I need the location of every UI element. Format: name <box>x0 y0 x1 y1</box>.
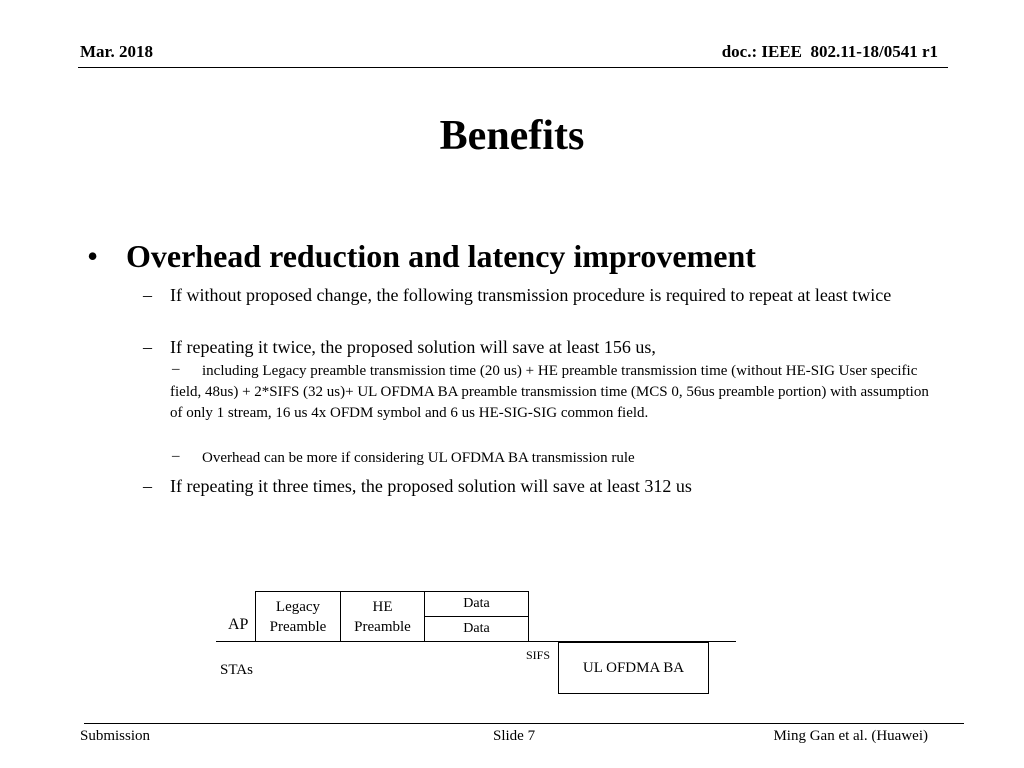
stas-label: STAs <box>220 662 253 678</box>
ap-label: AP <box>228 616 249 633</box>
legacy-preamble-line1: Legacy <box>275 598 321 615</box>
sub-bullet-1: If without proposed change, the following transmission procedure is required to repeat at least twice <box>170 285 892 305</box>
dash-marker: – <box>172 361 180 377</box>
ul-ofdma-ba-box: UL OFDMA BA <box>558 642 709 694</box>
dash-marker: – <box>143 285 152 305</box>
slide-title: Benefits <box>439 113 585 159</box>
footer-submission: Submission <box>80 728 151 744</box>
footer-divider <box>84 723 964 724</box>
sub-bullet-2: If repeating it twice, the proposed solution will save at least 156 us, <box>170 337 656 357</box>
dash-marker: – <box>172 448 180 464</box>
he-preamble-box <box>340 591 425 642</box>
legacy-preamble-box <box>255 591 341 642</box>
legacy-preamble-line2: Preamble <box>269 618 327 635</box>
data-box-bottom: Data <box>424 616 529 642</box>
footer-slide-number: Slide 7 <box>493 728 536 744</box>
bullet-marker: • <box>87 238 99 274</box>
ap-timeline <box>216 641 736 642</box>
main-bullet-text: Overhead reduction and latency improvement <box>126 238 756 274</box>
data-box-top: Data <box>424 591 529 617</box>
footer-author: Ming Gan et al. (Huawei) <box>773 728 928 744</box>
sub-sub-bullet-1: including Legacy preamble transmission time (20 us) + HE preamble transmission time (without HE-SIG User specific field, 48us) + 2*SIFS (32 us)+ UL OFDMA BA preamble transmission time (MCS 0, 56us preamble portion) with assumption of only 1 stream, 16 us 4x OFDM symbol and 6 us HE-SIG-SIG common field. <box>170 363 929 421</box>
sifs-label: SIFS <box>526 648 551 662</box>
header-doc-id: doc.: IEEE 802.11-18/0541 r1 <box>721 42 938 61</box>
header-date: Mar. 2018 <box>80 42 154 61</box>
he-preamble-line1: HE <box>372 598 393 615</box>
dash-marker: – <box>143 476 152 496</box>
dash-marker: – <box>143 337 152 357</box>
sub-bullet-3: If repeating it three times, the proposed solution will save at least 312 us <box>170 476 692 496</box>
he-preamble-line2: Preamble <box>354 618 411 635</box>
sub-sub-bullet-2: Overhead can be more if considering UL OFDMA BA transmission rule <box>202 450 635 466</box>
header-divider <box>78 67 948 68</box>
